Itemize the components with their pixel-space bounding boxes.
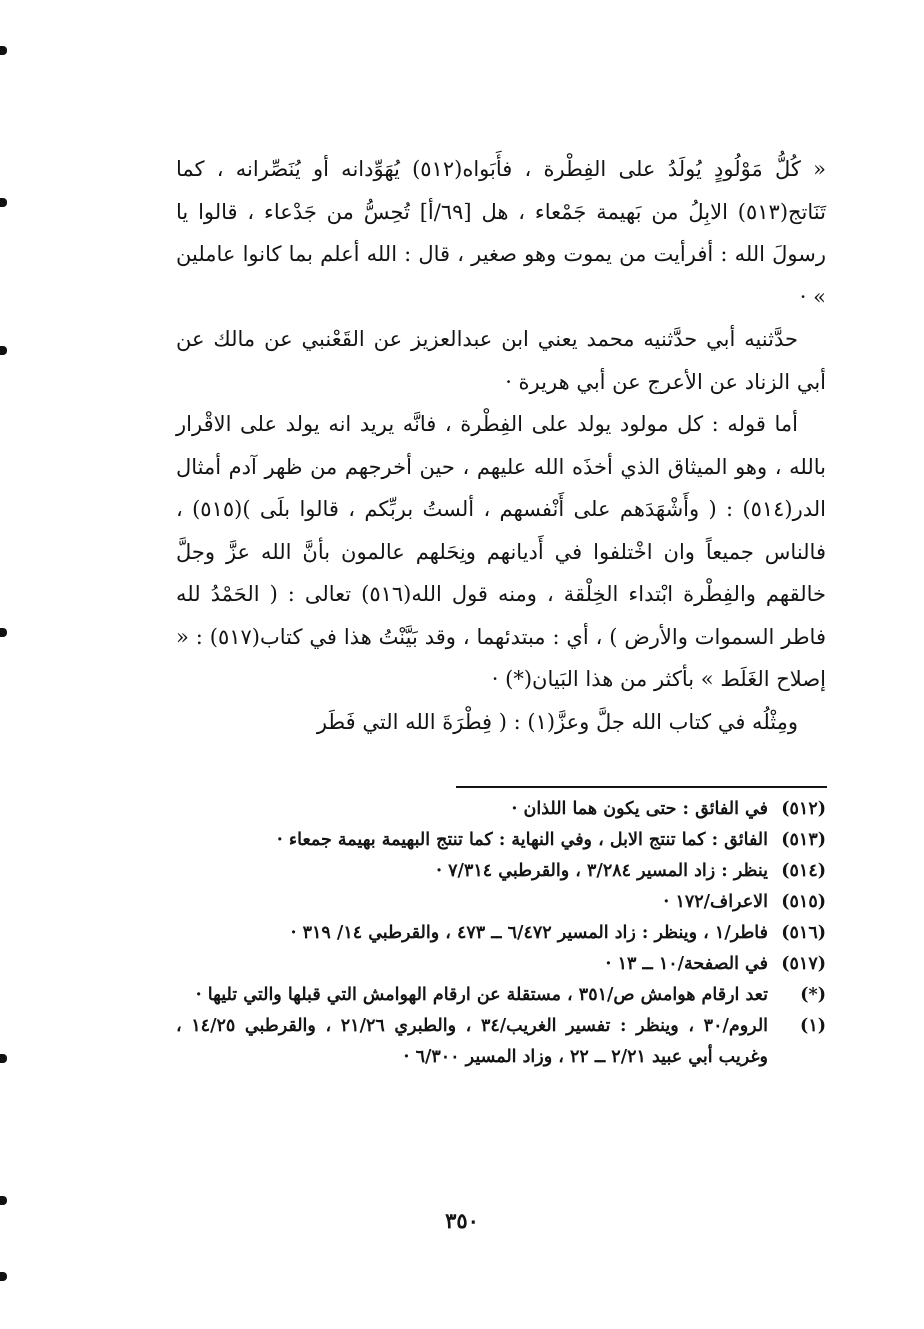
footnote-number: (٥١٧) — [781, 954, 826, 974]
footnotes — [176, 794, 826, 1073]
footnote-text: في الصفحة/١٠ ــ ١٣ · — [605, 954, 768, 974]
footnote — [176, 856, 826, 887]
footnote-text: ينظر : زاد المسير ٣/٢٨٤ ، والقرطبي ٧/٣١٤ · — [435, 861, 768, 881]
footnote-text: في الفائق : حتى يكون هما اللذان · — [511, 799, 768, 819]
footnote-divider — [456, 786, 827, 788]
footnote — [176, 949, 826, 980]
footnote-number: (*) — [800, 985, 826, 1005]
footnote — [176, 794, 826, 825]
footnote-number: (٥١٢) — [781, 799, 826, 819]
footnote-text: فاطر/١ ، وينظر : زاد المسير ٦/٤٧٢ ــ ٤٧٣ ، والقرطبي ١٤/ ٣١٩ · — [290, 923, 768, 943]
footnote-text: الفائق : كما تنتج الابل ، وفي النهاية : كما تنتج البهيمة بهيمة جمعاء · — [276, 830, 768, 850]
footnote-text: الاعراف/١٧٢ · — [663, 892, 768, 912]
paragraph-isnad: حدَّثنيه أبي حدَّثنيه محمد يعني ابن عبدالعزيز عن القَعْنبي عن مالك عن أبي الزناد عن الأعرج عن أبي هريرة · — [176, 327, 826, 394]
scan-mark — [0, 1272, 7, 1281]
scan-mark — [0, 628, 7, 637]
footnote-text: تعد ارقام هوامش ص/٣٥١ ، مستقلة عن ارقام الهوامش التي قبلها والتي تليها · — [195, 985, 768, 1005]
footnote — [176, 1011, 826, 1073]
footnote — [176, 887, 826, 918]
footnote-number: (٥١٣) — [781, 830, 826, 850]
scan-mark — [0, 346, 7, 355]
main-text — [176, 148, 826, 743]
footnote-text: الروم/٣٠ ، وينظر : تفسير الغريب/٣٤ ، والطبري ٢١/٢٦ ، والقرطبي ١٤/٢٥ ، وغريب أبي عبيد ٢/٢١ ــ ٢٢ ، وزاد المسير ٦/٣٠٠ · — [176, 1016, 769, 1067]
paragraph-commentary: أما قوله : كل مولود يولد على الفِطْرة ، فانَّه يريد انه يولد على الاقْرار بالله ، وهو الميثاق الذي أخذَه الله عليهم ، حين أخرجهم من ظهر آدم أمثال الدر(٥١٤) : ( وأَشْهَدَهم على أَنْفسهم ، ألستُ بربِّكم ، قالوا بلَى )(٥١٥) ، فالناس جميعاً وان اخْتلفوا في أَديانهم ونِحَلهم عالمون بأنَّ الله عزَّ وجلَّ خالقهم والفِطْرة ابْتداء الخِلْقة ، ومنه قول الله(٥١٦) تعالى : ( الحَمْدُ لله فاطر السموات والأرض ) ، أي : مبتدئهما ، وقد بَيَّنْتُ هذا في كتاب(٥١٧) : « إصلاح الغَلَط » بأكثر من هذا البَيان(*) · — [176, 412, 827, 691]
scan-mark — [0, 46, 7, 55]
footnote — [176, 825, 826, 856]
scan-mark — [0, 198, 7, 207]
footnote-number: (٥١٦) — [781, 923, 826, 943]
scan-mark — [0, 1196, 7, 1205]
paragraph-hadith: « كُلُّ مَوْلُودٍ يُولَدُ على الفِطْرة ، فأَبَواه(٥١٢) يُهَوِّدانه أو يُنَصِّرانه ، كما تَنَاتج(٥١٣) الابِلُ من بَهيمة جَمْعاء ، هل [٦٩/أ] تُحِسُّ من جَدْعاء ، قالوا يا رسولَ الله : أفرأيت من يموت وهو صغير ، قال : الله أعلم بما كانوا عاملين » · — [176, 157, 826, 309]
footnote — [176, 918, 826, 949]
footnote — [176, 980, 826, 1011]
page-number: ٣٥٠ — [445, 1208, 479, 1233]
paragraph-continuation: ومِثْلُه في كتاب الله جلَّ وعزَّ(١) : ( فِطْرَةَ الله التي فَطَر — [316, 709, 798, 734]
footnote-number: (٥١٤) — [781, 861, 826, 881]
scan-mark — [0, 1054, 7, 1063]
footnote-number: (١) — [800, 1016, 826, 1036]
footnote-number: (٥١٥) — [781, 892, 826, 912]
